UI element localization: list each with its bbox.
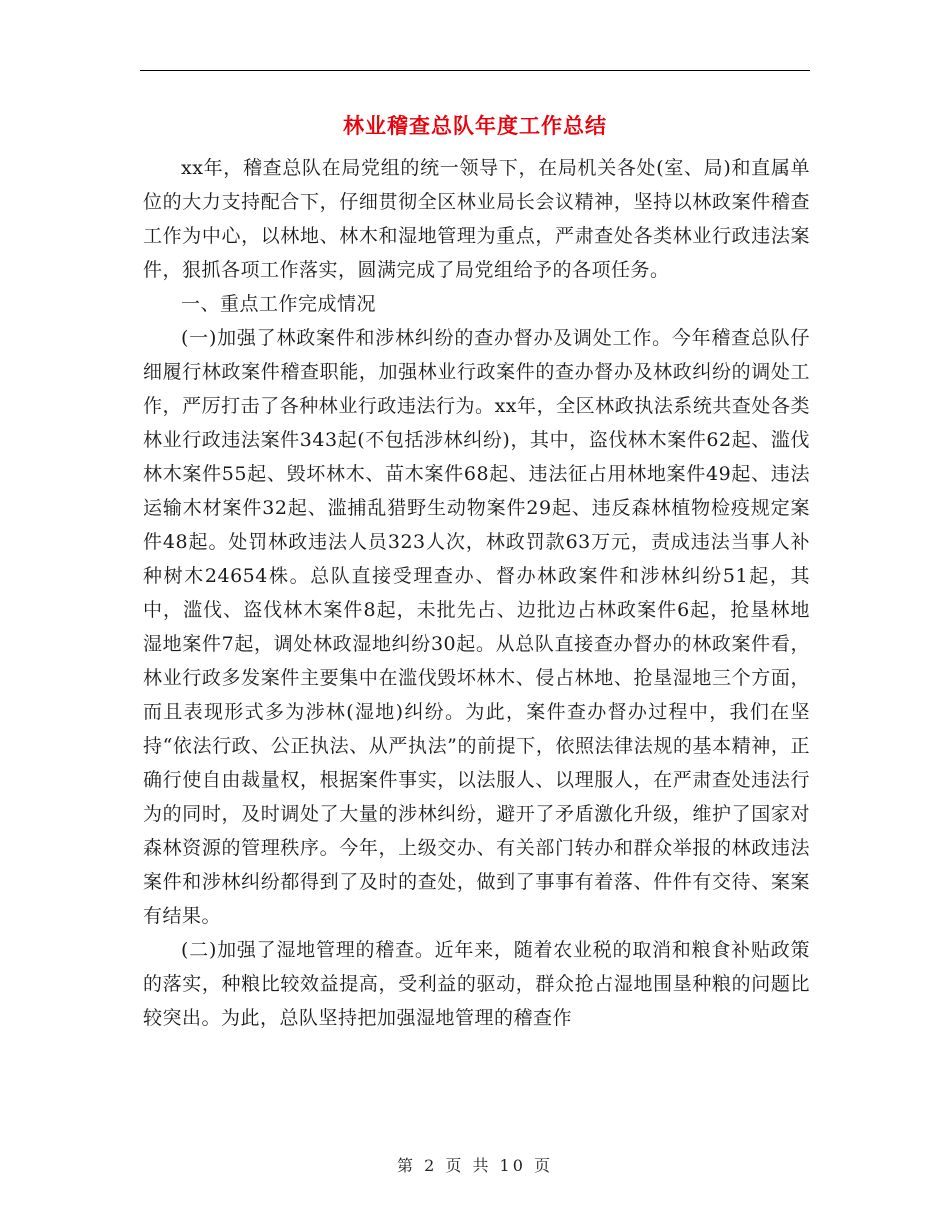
- paragraph-wetland: (二)加强了湿地管理的稽查。近年来，随着农业税的取消和粮食补贴政策的落实，种粮比较效益提高，受利益的驱动，群众抢占湿地围垦种粮的问题比较突出。为此，总队坚持把加强湿地管理的稽查作: [143, 939, 810, 1029]
- header-rule: [140, 70, 810, 71]
- document-title: 林业稽查总队年度工作总结: [343, 114, 607, 138]
- document-body: [143, 151, 810, 1035]
- section-heading: 一、重点工作完成情况: [181, 293, 377, 315]
- page-number-footer: 第 2 页 共 10 页: [397, 1156, 553, 1175]
- paragraph-case-handling: (一)加强了林政案件和涉林纠纷的查办督办及调处工作。今年稽查总队仔细履行林政案件稽查职能，加强林业行政案件的查办督办及林政纠纷的调处工作，严厉打击了各种林业行政违法行为。xx年，全区林政执法系统共查处各类林业行政违法案件343起(不包括涉林纠纷)，其中，盗伐林木案件62起、滥伐林木案件55起、毁坏林木、苗木案件68起、违法征占用林地案件49起、违法运输木材案件32起、滥捕乱猎野生动物案件29起、违反森林植物检疫规定案件48起。处罚林政违法人员323人次，林政罚款63万元，责成违法当事人补种树木24654株。总队直接受理查办、督办林政案件和涉林纠纷51起，其中，滥伐、盗伐林木案件8起，未批先占、边批边占林政案件6起，抢垦林地湿地案件7起，调处林政湿地纠纷30起。从总队直接查办督办的林政案件看，林业行政多发案件主要集中在滥伐毁坏林木、侵占林地、抢垦湿地三个方面，而且表现形式多为涉林(湿地)纠纷。为此，案件查办督办过程中，我们在坚持“依法行政、公正执法、从严执法”的前提下，依照法律法规的基本精神，正确行使自由裁量权，根据案件事实，以法服人、以理服人，在严肃查处违法行为的同时，及时调处了大量的涉林纠纷，避开了矛盾激化升级，维护了国家对森林资源的管理秩序。今年，上级交办、有关部门转办和群众举报的林政违法案件和涉林纠纷都得到了及时的查处，做到了事事有着落、件件有交待、案案有结果。: [143, 327, 810, 927]
- paragraph-intro: xx年，稽查总队在局党组的统一领导下，在局机关各处(室、局)和直属单位的大力支持配合下，仔细贯彻全区林业局长会议精神，坚持以林政案件稽查工作为中心，以林地、林木和湿地管理为重点，严肃查处各类林业行政违法案件，狠抓各项工作落实，圆满完成了局党组给予的各项任务。: [143, 157, 810, 281]
